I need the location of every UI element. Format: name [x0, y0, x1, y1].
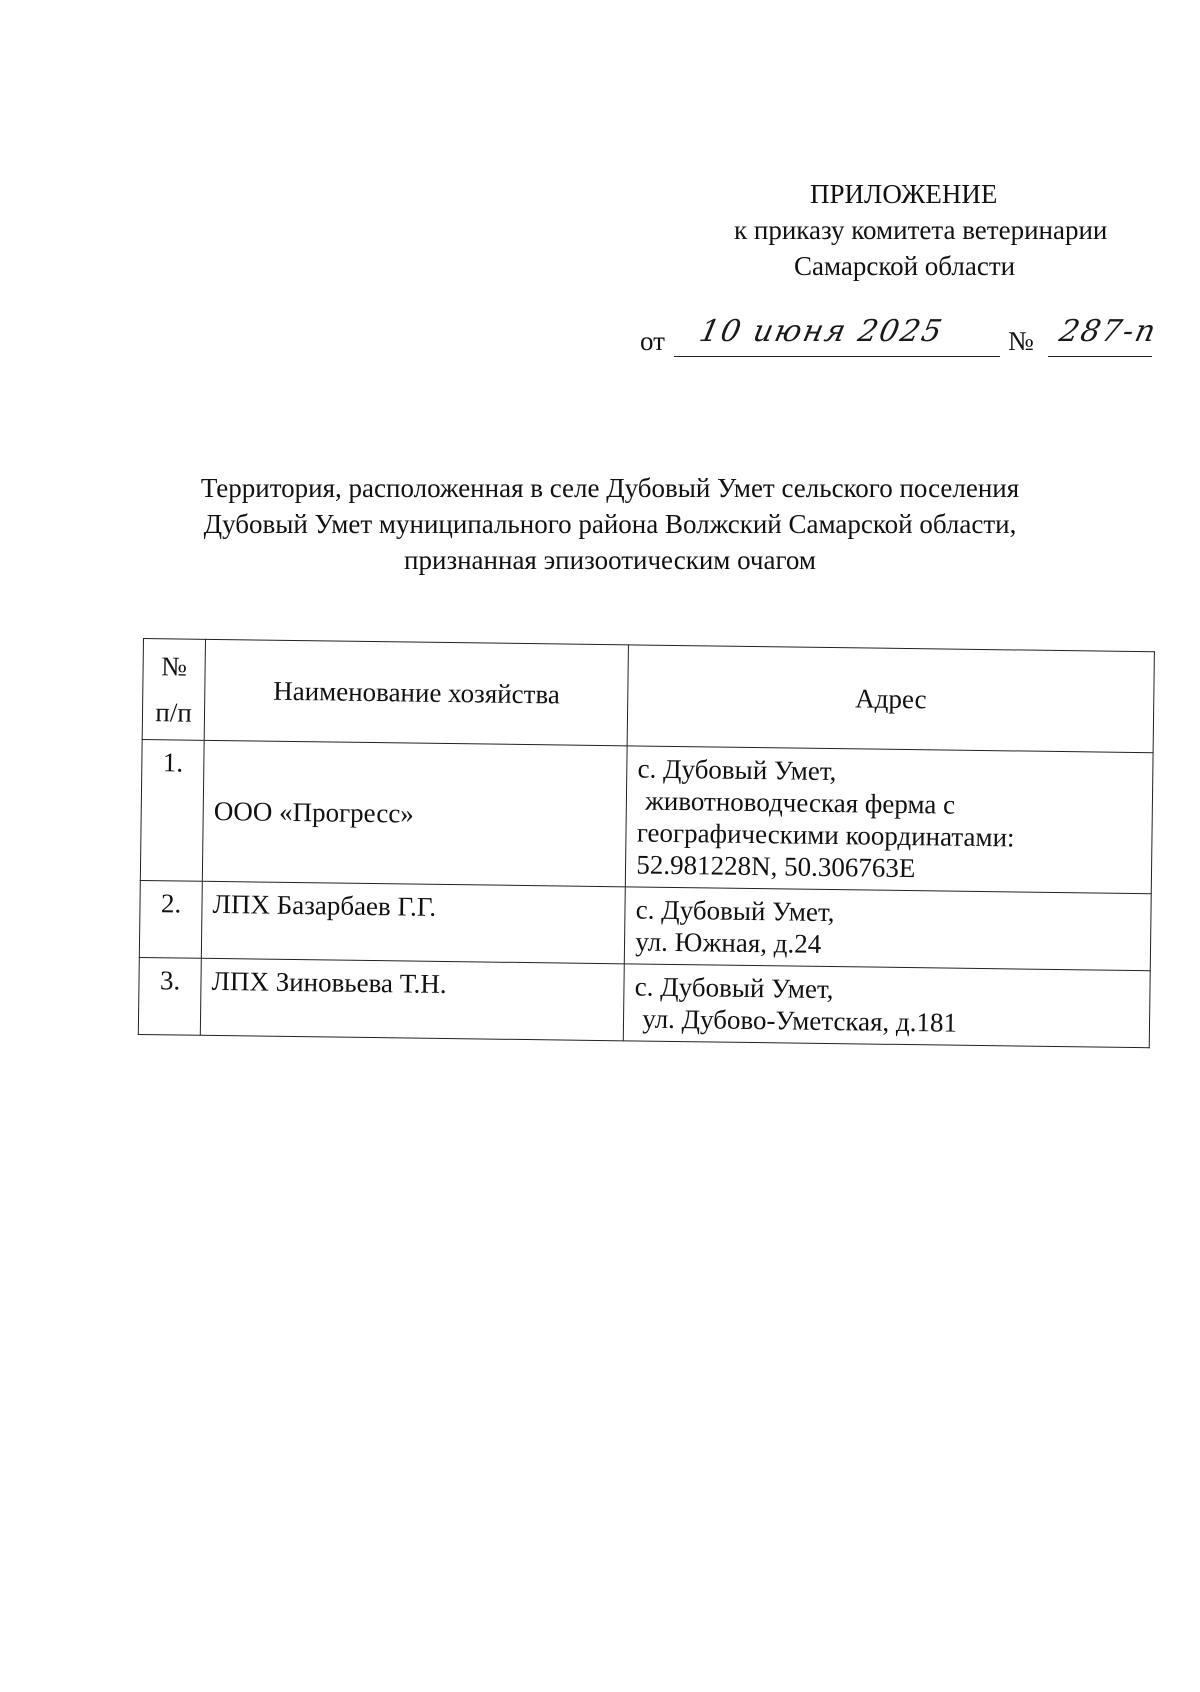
table-row [138, 957, 1150, 1047]
address-line: с. Дубовый Умет, [635, 894, 835, 928]
order-number-handwritten: 287-п [1056, 314, 1161, 349]
order-date-field [674, 314, 1000, 357]
address-line: ул. Дубово-Уметская, д.181 [642, 1003, 958, 1038]
address-line: с. Дубовый Умет, [634, 971, 834, 1005]
header-number [142, 639, 205, 741]
farm-address [624, 964, 1151, 1048]
title-line-3: признанная эпизоотическим очагом [404, 545, 816, 575]
order-number-field [1048, 314, 1161, 357]
address-line: 52.981228N, 50.306763E [636, 849, 916, 884]
farm-name: ЛПХ Зиновьева Т.Н. [200, 958, 624, 1041]
farm-address [626, 746, 1153, 894]
table-row [140, 739, 1153, 893]
address-line: животноводческая ферма с [645, 785, 956, 820]
appendix-reference: к приказу комитета ветеринарии [734, 215, 1108, 245]
order-number-sign: № [1008, 326, 1034, 356]
table-header-row [142, 639, 1154, 753]
address-line: географическими координатами: [636, 817, 1015, 853]
farm-name: ЛПХ Базарбаев Г.Г. [201, 881, 625, 964]
address-line: ул. Южная, д.24 [635, 926, 822, 959]
document-title [130, 470, 1090, 578]
order-date-prefix: от [640, 326, 665, 356]
header-number-abbr: п/п [155, 697, 192, 728]
appendix-header [700, 176, 1160, 284]
farms-table [138, 638, 1155, 1048]
appendix-region: Самарской области [794, 251, 1016, 281]
title-line-2: Дубовый Умет муниципального района Волжский Самарской области, [203, 509, 1017, 539]
order-date-handwritten: 10 июня 2025 [696, 314, 947, 349]
header-number-sign: № [161, 651, 188, 682]
order-reference [640, 314, 1161, 362]
row-number: 2. [139, 880, 202, 958]
header-farm-name: Наименование хозяйства [204, 639, 628, 746]
farm-address [625, 887, 1152, 971]
table-row [139, 880, 1151, 970]
appendix-title: ПРИЛОЖЕНИЕ [810, 179, 998, 209]
title-line-1: Территория, расположенная в селе Дубовый Умет сельского поселения [200, 473, 1020, 503]
header-address: Адрес [627, 645, 1154, 753]
row-number: 1. [140, 739, 204, 881]
farm-name: ООО «Прогресс» [202, 740, 627, 887]
address-line: с. Дубовый Умет, [637, 753, 837, 787]
row-number: 3. [138, 957, 201, 1035]
